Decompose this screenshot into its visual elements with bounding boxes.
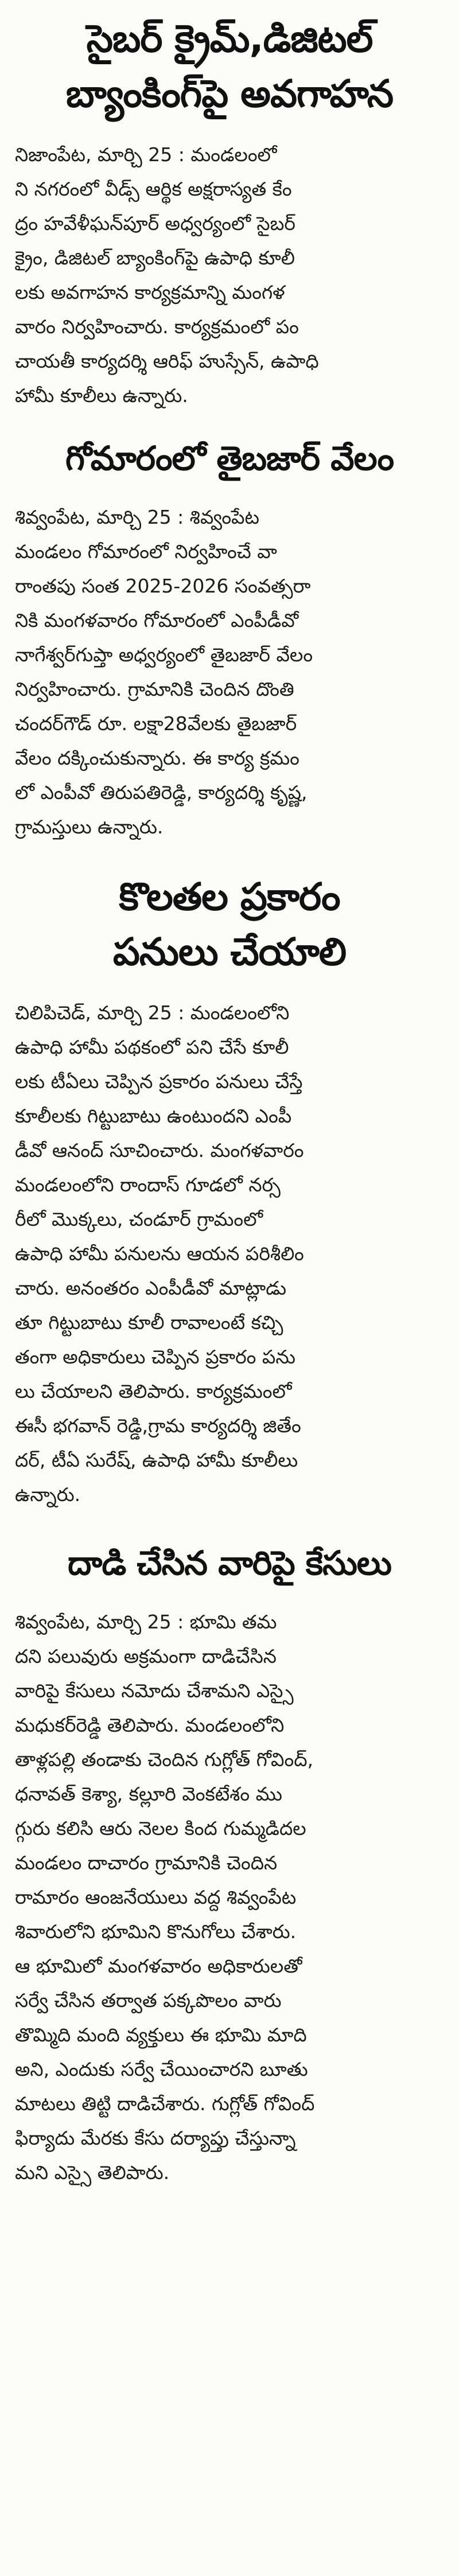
body-line: క్రైం, డిజిటల్ బ్యాంకింగ్‌పై ఉపాధి కూలీ [15, 247, 295, 269]
body-line: ఫిర్యాదు మేరకు కేసు దర్యాప్తు చేస్తున్నా [15, 2127, 296, 2149]
body-line: హామీ కూలీలు ఉన్నారు. [15, 384, 188, 407]
headline-line: సైబర్ క్రైమ్,డిజిటల్ [86, 17, 373, 61]
headline-line: దాడి చేసిన వారిపై కేసులు [68, 1544, 391, 1583]
body-line: వేలం దక్కించుకున్నారు. ఈ కార్య క్రమం [15, 747, 299, 769]
body-line: లకు అవగాహన కార్యక్రమాన్ని మంగళ [15, 281, 285, 303]
body-line: మాటలు తిట్టి దాడిచేశారు. గుగ్లోత్ గోవింద్ [15, 2092, 315, 2115]
body-line: నికి మంగళవారం గోమారంలో ఎంపీడీవో [15, 609, 299, 632]
body-line: లు చేయాలని తెలిపారు. కార్యక్రమంలో [15, 1380, 292, 1402]
body-line: దర్, టీఏ సురేష్, ఉపాధి హామీ కూలీలు [15, 1449, 298, 1471]
headline-line: కొలతల ప్రకారం [119, 875, 340, 919]
body-line: చారు. అనంతరం ఎంపీడీవో మాట్లాడు [15, 1277, 287, 1299]
body-line: నిర్వహించారు. గ్రామానికి చెందిన దొంతి [15, 678, 294, 700]
body-line: మధుకర్‌రెడ్డి తెలిపారు. మండలంలోని [15, 1714, 285, 1736]
body-line: చందర్‌గౌడ్ రూ. లక్షా28వేలకు తైబజార్ [15, 712, 297, 735]
body-line: వారిపై కేసులు నమోదు చేశామని ఎస్సై [15, 1679, 294, 1702]
body-line: మండలం దాచారం గ్రామానికి చెందిన [15, 1852, 278, 1874]
body-line: నిజాంపేట, మార్చి 25 : మండలంలో [15, 143, 277, 166]
body-line: చాయతీ కార్యదర్శి ఆరిఫ్ హుస్సేన్, ఉపాధి [15, 350, 319, 372]
body-line: మండలం గోమారంలో నిర్వహించే వా [15, 540, 277, 563]
body-line: తాళ్లపల్లి తండాకు చెందిన గుగ్లోత్ గోవింద్, [15, 1748, 314, 1771]
body-line: ని నగరంలో వీడ్స్ ఆర్థిక అక్షరాస్యత కేం [15, 178, 292, 200]
article-cyber-crime [15, 11, 444, 413]
body-line: డీవో ఆనంద్ సూచించారు. మంగళవారం [15, 1139, 304, 1162]
body-line: ఆ భూమిలో మంగళవారం అధికారులతో [15, 1955, 302, 1977]
headline-line: గోమారంలో తైబజార్ వేలం [65, 439, 394, 478]
body-line: గ్రామస్తులు ఉన్నారు. [15, 816, 164, 838]
body-line: రాంతపు సంత 2025-2026 సంవత్సరా [15, 575, 311, 597]
body-line: సర్వే చేసిన తర్వాత పక్కపొలం వారు [15, 1989, 282, 2012]
body-line: ఉపాధి హామీ పనులను ఆయన పరిశీలిం [15, 1242, 304, 1265]
body-line: ద్రం హవేళీఘన్‌పూర్ అధ్వర్యంలో సైబర్ [15, 212, 295, 235]
body-line: తంగా అధికారులు చెప్పిన ప్రకారం పను [15, 1346, 295, 1368]
body-line: కూలీలకు గిట్టుబాటు ఉంటుందని ఎంపీ [15, 1105, 292, 1127]
article-body [15, 138, 444, 413]
body-line: శివ్వంపేట, మార్చి 25 : శివ్వంపేట [15, 506, 259, 528]
body-line: లో ఎంపీవో తిరుపతిరెడ్డి, కార్యదర్శి కృష్ణ, [15, 781, 308, 804]
article-measurement-works [15, 870, 444, 1512]
body-line: గ్గురు కలిసి ఆరు నెలల కింద గుమ్మడిదల [15, 1817, 306, 1840]
body-line: లకు టీఏలు చెప్పిన ప్రకారం పనులు చేస్తే [15, 1070, 303, 1093]
article-headline [15, 1537, 444, 1605]
article-body [15, 500, 444, 844]
body-line: శివ్వంపేట, మార్చి 25 : భూమి తమ [15, 1611, 277, 1633]
article-body [15, 996, 444, 1512]
body-line: మని ఎస్సై తెలిపారు. [15, 2161, 170, 2184]
body-line: నాగేశ్వర్‌గుప్తా అధ్వర్యంలో తైబజార్ వేలం [15, 644, 313, 666]
article-attack-cases [15, 1537, 444, 2190]
article-headline [15, 870, 444, 996]
body-line: ధనావత్ కెశ్యా, కల్లూరి వెంకటేశం ము [15, 1783, 282, 1805]
article-headline [15, 11, 444, 138]
body-line: దని పలువురు అక్రమంగా దాడిచేసిన [15, 1645, 277, 1667]
body-line: చిలిపిచెడ్, మార్చి 25 : మండలంలోని [15, 1001, 290, 1024]
headline-line: బ్యాంకింగ్‌పై అవగాహన [65, 72, 394, 116]
body-line: రామారం ఆంజనేయులు వద్ద శివ్వంపేట [15, 1886, 297, 1908]
body-line: ఈసీ భగవాన్ రెడ్డి,గ్రామ కార్యదర్శి జితేం [15, 1414, 301, 1437]
body-line: తూ గిట్టుబాటు కూలీ రావాలంటే కచ్చి [15, 1311, 283, 1334]
body-line: వారం నిర్వహించారు. కార్యక్రమంలో పం [15, 315, 299, 338]
article-body [15, 1605, 444, 2190]
article-gomaram-taibazar [15, 432, 444, 844]
body-line: ఉన్నారు. [15, 1483, 81, 1506]
body-line: తొమ్మిది మంది వ్యక్తులు ఈ భూమి మాది [15, 2024, 307, 2046]
body-line: ఉపాధి హామీ పథకంలో పని చేసే కూలీ [15, 1036, 289, 1058]
body-line: అని, ఎందుకు సర్వే చేయించారని బూతు [15, 2058, 308, 2080]
body-line: రీలో మొక్కలు, చండూర్ గ్రామంలో [15, 1208, 263, 1230]
body-line: మండలంలోని రాందాస్ గూడలో నర్స [15, 1174, 281, 1196]
headline-line: పనులు చేయాలి [112, 930, 347, 974]
body-line: శివారులోని భూమిని కొనుగోలు చేశారు. [15, 1920, 297, 1943]
article-headline [15, 432, 444, 500]
